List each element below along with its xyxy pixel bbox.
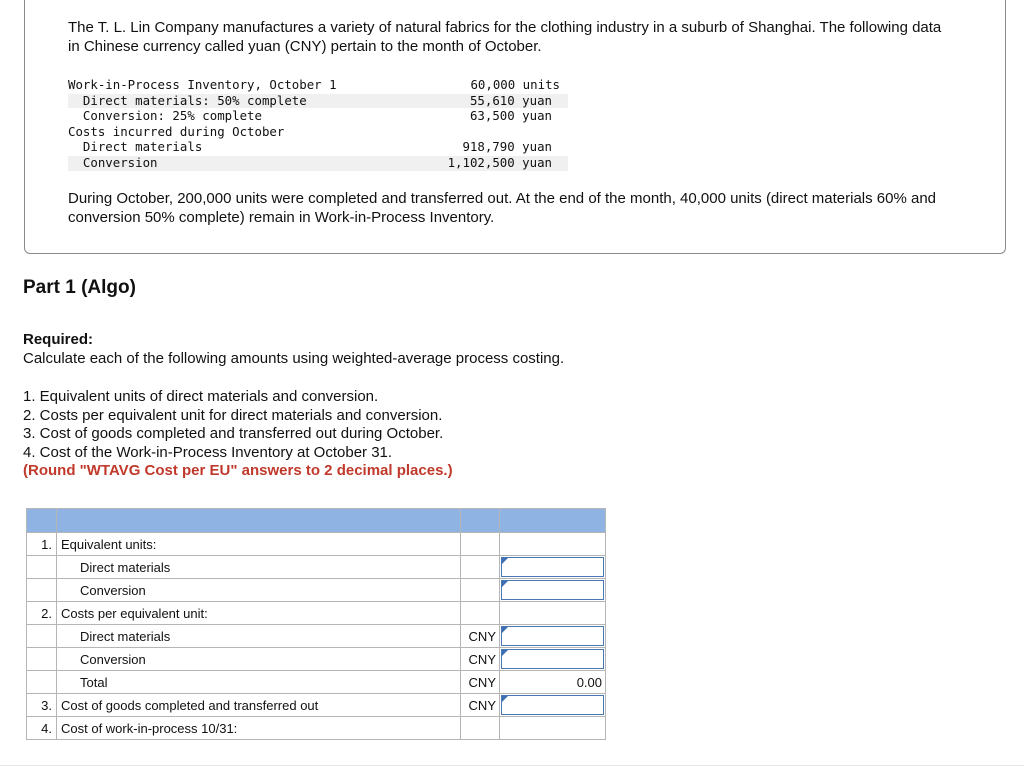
- data-row-value: 1,102,500 yuan: [447, 154, 552, 170]
- data-row: [68, 77, 588, 93]
- total-cost-per-eu-value: 0.00: [500, 671, 606, 694]
- table-row: [27, 533, 606, 556]
- row-label: Costs per equivalent unit:: [61, 605, 208, 621]
- eu-direct-materials-input[interactable]: [501, 557, 604, 577]
- data-row-value: 55,610 yuan: [469, 92, 552, 108]
- row-label: Equivalent units:: [61, 536, 157, 552]
- row-number: 1.: [27, 533, 57, 556]
- data-row: [68, 124, 588, 140]
- currency-label: CNY: [461, 671, 500, 694]
- answer-table: [26, 508, 606, 740]
- data-row-value: 63,500 yuan: [469, 108, 552, 124]
- row-label: Total: [80, 674, 108, 690]
- cost-per-eu-direct-materials-input[interactable]: [501, 626, 604, 646]
- data-row: [68, 93, 588, 109]
- answer-table-header: [27, 509, 606, 533]
- row-label: Conversion: [80, 651, 146, 667]
- required-item: 2. Costs per equivalent unit for direct materials and conversion.: [23, 406, 443, 424]
- required-item: 4. Cost of the Work-in-Process Inventory at October 31.: [23, 443, 393, 461]
- data-row-label: Costs incurred during October: [68, 123, 285, 139]
- data-row: [68, 155, 588, 171]
- rounding-note: (Round "WTAVG Cost per EU" answers to 2 decimal places.): [23, 462, 453, 479]
- data-row-label: Direct materials: 50% complete: [68, 92, 307, 108]
- row-number: 2.: [27, 602, 57, 625]
- table-row: [27, 694, 606, 717]
- row-label: Cost of work-in-process 10/31:: [61, 720, 238, 736]
- data-row-value: 918,790 yuan: [462, 139, 552, 155]
- data-row: [68, 108, 588, 124]
- required-heading: Required:: [23, 331, 94, 348]
- table-row: [27, 717, 606, 740]
- data-row-label: Work-in-Process Inventory, October 1: [68, 77, 337, 92]
- table-row: [27, 602, 606, 625]
- problem-followup: During October, 200,000 units were completed and transferred out. At the end of the month, 40,000 units (direct materials 60% and conversion 50% complete) remain in Work-in-Process Inventory.: [68, 190, 937, 226]
- currency-label: CNY: [461, 694, 500, 717]
- data-row-label: Direct materials: [68, 139, 203, 155]
- problem-intro: The T. L. Lin Company manufactures a variety of natural fabrics for the clothing industry in a suburb of Shanghai. The following data in Chinese currency called yuan (CNY) pertain to the month of October.: [68, 19, 942, 55]
- row-label: Direct materials: [80, 628, 171, 644]
- row-label: Direct materials: [80, 559, 171, 575]
- data-row-label: Conversion: 25% complete: [68, 108, 262, 124]
- currency-label: CNY: [461, 648, 500, 671]
- data-row: [68, 139, 588, 155]
- row-number: 4.: [27, 717, 57, 740]
- data-row-value: 60,000 units: [470, 77, 560, 92]
- table-row: [27, 556, 606, 579]
- table-row: [27, 648, 606, 671]
- required-item: 3. Cost of goods completed and transferred out during October.: [23, 425, 444, 442]
- required-item: 1. Equivalent units of direct materials and conversion.: [23, 388, 379, 405]
- currency-label: CNY: [461, 625, 500, 648]
- given-data-block: [68, 77, 588, 171]
- part-title: Part 1 (Algo): [23, 277, 136, 298]
- row-label: Cost of goods completed and transferred out: [61, 697, 319, 713]
- divider: [0, 765, 1024, 766]
- required-instructions: Calculate each of the following amounts using weighted-average process costing.: [23, 350, 565, 367]
- data-row-label: Conversion: [68, 154, 158, 170]
- table-row: [27, 579, 606, 602]
- row-label: Conversion: [80, 582, 146, 598]
- cost-transferred-out-input[interactable]: [501, 695, 604, 715]
- cost-per-eu-conversion-input[interactable]: [501, 649, 604, 669]
- table-row: [27, 671, 606, 694]
- eu-conversion-input[interactable]: [501, 580, 604, 600]
- required-list: [23, 388, 453, 481]
- table-row: [27, 625, 606, 648]
- row-number: 3.: [27, 694, 57, 717]
